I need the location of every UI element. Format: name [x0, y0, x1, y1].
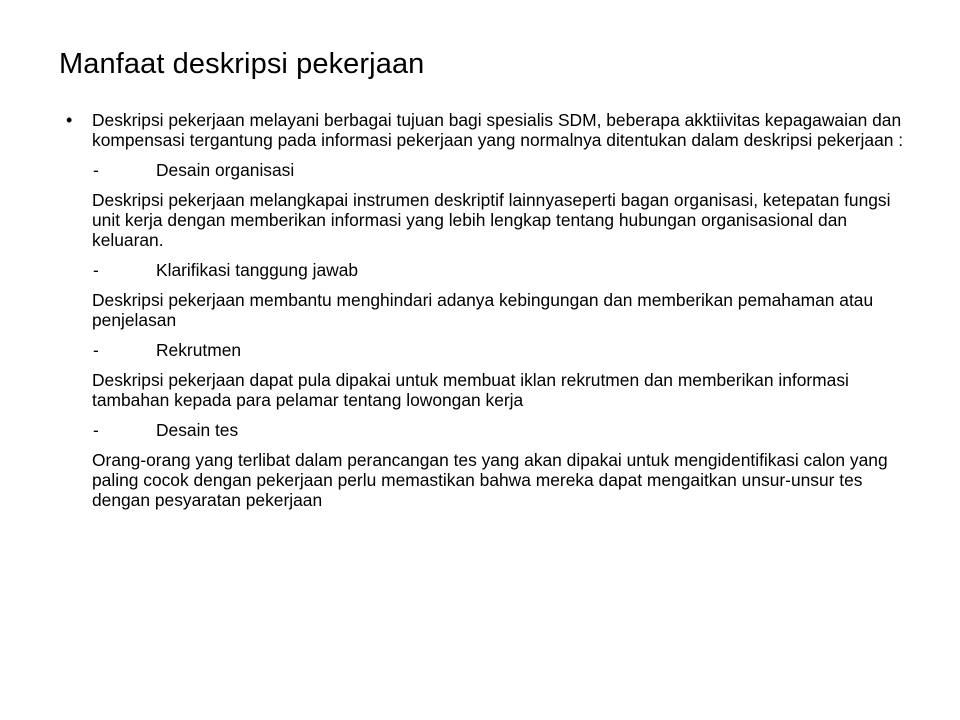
dash-marker: -	[93, 160, 99, 180]
item-heading: Klarifikasi tanggung jawab	[156, 260, 359, 280]
item-description: Orang-orang yang terlibat dalam perancangan tes yang akan dipakai untuk mengidentifikasi calon yang paling cocok dengan pekerjaan perlu memastikan bahwa mereka dapat mengaitkan unsur-unsur tes dengan pesyaratan pekerjaan	[92, 450, 888, 510]
item-heading: Desain organisasi	[156, 160, 295, 180]
item-heading-row	[66, 260, 906, 280]
item-heading-row	[66, 160, 906, 180]
item-heading: Rekrutmen	[156, 340, 242, 360]
item-heading-row	[66, 420, 906, 440]
slide-content	[66, 110, 906, 510]
intro-text: Deskripsi pekerjaan melayani berbagai tujuan bagi spesialis SDM, beberapa akktiivitas kepagawaian dan kompensasi tergantung pada informasi pekerjaan yang normalnya ditentukan dalam deskripsi pekerjaan :	[92, 110, 904, 150]
item-description-block	[66, 450, 906, 510]
bullet-item	[66, 110, 906, 150]
slide-title: Manfaat deskripsi pekerjaan	[59, 48, 425, 80]
item-description-block	[66, 290, 906, 330]
item-description-block	[66, 190, 906, 250]
dash-marker: -	[93, 420, 99, 440]
bullet-dot-icon: •	[66, 110, 73, 130]
item-description: Deskripsi pekerjaan membantu menghindari adanya kebingungan dan memberikan pemahaman atau penjelasan	[92, 290, 874, 330]
item-description-block	[66, 370, 906, 410]
dash-marker: -	[93, 340, 99, 360]
item-description: Deskripsi pekerjaan melangkapai instrumen deskriptif lainnyaseperti bagan organisasi, ketepatan fungsi unit kerja dengan memberikan informasi yang lebih lengkap tentang hubungan organisasional dan keluaran.	[92, 190, 891, 250]
item-heading-row	[66, 340, 906, 360]
item-description: Deskripsi pekerjaan dapat pula dipakai untuk membuat iklan rekrutmen dan memberikan informasi tambahan kepada para pelamar tentang lowongan kerja	[92, 370, 849, 410]
dash-marker: -	[93, 260, 99, 280]
item-heading: Desain tes	[156, 420, 239, 440]
